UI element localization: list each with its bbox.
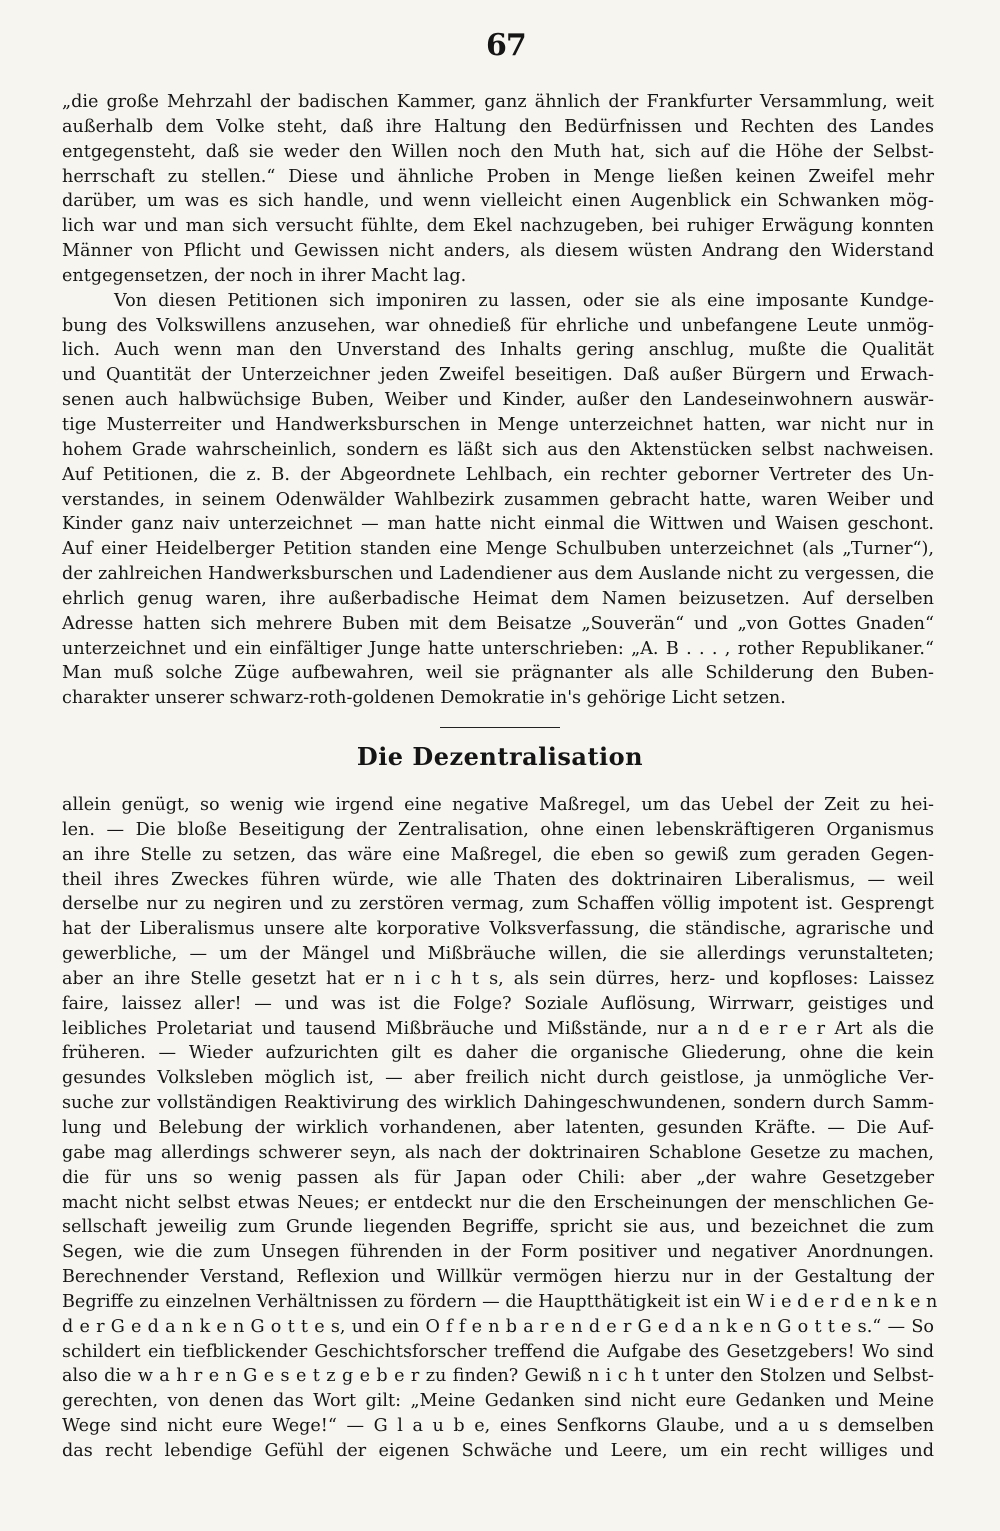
text-line: an ihre Stelle zu setzen, das wäre eine Maßregel, die eben so gewiß zum geraden Gegen-: [62, 844, 934, 865]
text-line: tige Musterreiter und Handwerksburschen in Menge unterzeichnet hatten, war nicht nur in: [62, 414, 934, 435]
section-body-bottom: [62, 793, 938, 1464]
text-line: allein genügt, so wenig wie irgend eine negative Maßregel, um das Uebel der Zeit zu hei-: [62, 795, 934, 815]
text-line: Segen, wie die zum Unsegen führenden in der Form positiver und negativer Anordnungen.: [62, 1242, 934, 1263]
text-line: Männer von Pflicht und Gewissen nicht anders, als diesem wüsten Andrang den Widerstand: [62, 241, 934, 262]
section-body-top: [62, 90, 934, 711]
text-line: sellschaft jeweilig zum Grunde liegenden Begriffe, spricht sie aus, und bezeichnet die zum: [62, 1217, 934, 1238]
text-line: Berechnender Verstand, Reflexion und Willkür vermögen hierzu nur in der Gestaltung der: [62, 1267, 934, 1288]
section-heading: Die Dezentralisation: [356, 742, 644, 771]
text-line: gabe mag allerdings schwerer seyn, als nach der doktrinairen Schablone Gesetze zu machen,: [62, 1142, 934, 1163]
text-line: lung und Belebung der wirklich vorhandenen, aber latenten, gesunden Kräfte. — Die Auf-: [62, 1117, 934, 1138]
text-line: darüber, um was es sich handle, und wenn vielleicht einen Augenblick ein Schwanken mög-: [62, 191, 934, 212]
text-line: außerhalb dem Volke steht, daß ihre Haltung den Bedürfnissen und Rechten des Landes: [62, 116, 934, 137]
text-line: senen auch halbwüchsige Buben, Weiber und Kinder, außer den Landeseinwohnern auswär-: [62, 390, 934, 411]
text-line: das recht lebendige Gefühl der eigenen Schwäche und Leere, um ein recht williges und: [62, 1440, 934, 1461]
text-line: früheren. — Wieder aufzurichten gilt es daher die organische Gliederung, ohne die kein: [62, 1043, 934, 1064]
text-line: gesundes Volksleben möglich ist, — aber freilich nicht durch geistlose, ja unmögliche Ver-: [62, 1068, 934, 1089]
text-line: d e r G e d a n k e n G o t t e s, und ein O f f e n b a r e n d e r G e d a n k e n G o t t e s.“ — So: [62, 1316, 934, 1337]
text-line: len. — Die bloße Beseitigung der Zentralisation, ohne einen lebenskräftigeren Organismus: [62, 819, 934, 840]
text-line: lich. Auch wenn man den Unverstand des Inhalts gering anschlug, mußte die Qualität: [62, 340, 934, 361]
text-line: Auf einer Heidelberger Petition standen eine Menge Schulbuben unterzeichnet (als „Turner“),: [62, 539, 934, 560]
text-line: derselbe nur zu negiren und zu zerstören vermag, zum Schaffen völlig impotent ist. Gesprengt: [62, 894, 934, 915]
text-line: schildert ein tiefblickender Geschichtsforscher treffend die Aufgabe des Gesetzgebers! Wo sind: [62, 1341, 934, 1362]
section-divider: [440, 727, 560, 728]
text-line: bung des Volkswillens anzusehen, war ohnedieß für ehrliche und unbefangene Leute unmög-: [62, 315, 934, 336]
text-line: theil ihres Zweckes führen würde, wie alle Thaten des doktrinairen Liberalismus, — weil: [62, 869, 934, 890]
text-line: Adresse hatten sich mehrere Buben mit dem Beisatze „Souverän“ und „von Gottes Gnaden“: [62, 613, 934, 634]
text-line: herrschaft zu stellen.“ Diese und ähnliche Proben in Menge ließen keinen Zweifel mehr: [62, 166, 934, 187]
text-line: also die w a h r e n G e s e t z g e b e r zu finden? Gewiß n i c h t unter den Stolzen und Selbst-: [62, 1366, 934, 1387]
text-line: Kinder ganz naiv unterzeichnet — man hatte nicht einmal die Wittwen und Waisen geschont.: [62, 514, 934, 535]
text-line: hat der Liberalismus unsere alte korporative Volksverfassung, die ständische, agrarische und: [62, 919, 934, 940]
text-line: und Quantität der Unterzeichner jeden Zweifel beseitigen. Daß außer Bürgern und Erwach-: [62, 365, 934, 386]
text-line: entgegensteht, daß sie weder den Willen noch den Muth hat, sich auf die Höhe der Selbst-: [62, 141, 934, 162]
text-line: gewerbliche, — um der Mängel und Mißbräuche willen, die sie allerdings verunstalteten;: [62, 944, 934, 965]
page-number: 67: [486, 28, 526, 63]
text-line: Begriffe zu einzelnen Verhältnissen zu fördern — die Hauptthätigkeit ist ein W i e d e r d e n k e n: [62, 1291, 938, 1312]
text-line: faire, laissez aller! — und was ist die Folge? Soziale Auflösung, Wirrwarr, geistiges und: [62, 993, 934, 1014]
text-line: Von diesen Petitionen sich imponiren zu lassen, oder sie als eine imposante Kundge-: [114, 290, 934, 311]
text-line: leibliches Proletariat und tausend Mißbräuche und Mißstände, nur a n d e r e r Art als die: [62, 1018, 934, 1039]
text-line: aber an ihre Stelle gesetzt hat er n i c h t s, als sein dürres, herz- und kopfloses: Laissez: [62, 968, 934, 989]
text-line: macht nicht selbst etwas Neues; er entdeckt nur die den Erscheinungen der menschlichen Ge-: [62, 1192, 934, 1213]
text-line: Wege sind nicht eure Wege!“ — G l a u b e, eines Senfkorns Glaube, und a u s demselben: [62, 1416, 934, 1437]
text-line: hohem Grade wahrscheinlich, sondern es läßt sich aus den Aktenstücken selbst nachweisen.: [62, 439, 934, 460]
text-line: ehrlich genug waren, ihre außerbadische Heimat dem Namen beizusetzen. Auf derselben: [62, 588, 934, 609]
text-line: Man muß solche Züge aufbewahren, weil sie prägnanter als alle Schilderung den Buben-: [62, 663, 934, 684]
text-line: Auf Petitionen, die z. B. der Abgeordnete Lehlbach, ein rechter geborner Vertreter des Un-: [62, 464, 934, 485]
text-line: suche zur vollständigen Reaktivirung des wirklich Dahingeschwundenen, sondern durch Samm-: [62, 1093, 934, 1114]
text-line: charakter unserer schwarz-roth-goldenen Demokratie in's gehörige Licht setzen.: [62, 688, 786, 709]
text-line: der zahlreichen Handwerksburschen und Ladendiener aus dem Auslande nicht zu vergessen, die: [62, 564, 934, 585]
text-line: die für uns so wenig passen als für Japan oder Chili: aber „der wahre Gesetzgeber: [62, 1167, 934, 1188]
text-line: „die große Mehrzahl der badischen Kammer, ganz ähnlich der Frankfurter Versammlung, weit: [62, 92, 934, 112]
text-line: lich war und man sich versucht fühlte, dem Ekel nachzugeben, bei ruhiger Erwägung konnten: [62, 216, 934, 237]
text-line: unterzeichnet und ein einfältiger Junge hatte unterschrieben: „A. B . . . , rother Republikaner.“: [62, 638, 934, 659]
text-line: verstandes, in seinem Odenwälder Wahlbezirk zusammen gebracht hatte, waren Weiber und: [62, 489, 934, 510]
text-line: gerechten, von denen das Wort gilt: „Meine Gedanken sind nicht eure Gedanken und Meine: [62, 1391, 934, 1412]
text-line: entgegensetzen, der noch in ihrer Macht lag.: [62, 265, 467, 286]
